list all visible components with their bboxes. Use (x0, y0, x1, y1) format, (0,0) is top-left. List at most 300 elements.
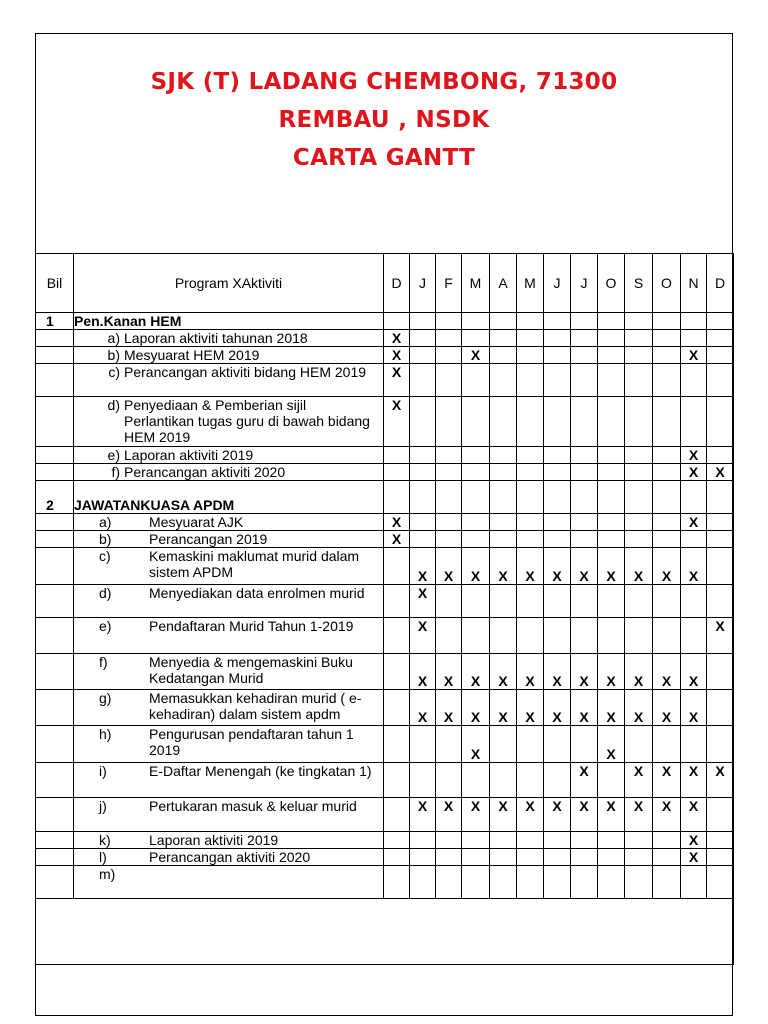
row-bil-cell (36, 849, 74, 866)
schedule-mark: X (544, 654, 571, 690)
month-cell (707, 585, 734, 618)
month-cell (384, 447, 410, 464)
month-cell (490, 849, 517, 866)
month-cell (571, 364, 598, 397)
month-cell (384, 654, 410, 690)
month-cell (462, 464, 490, 481)
month-cell (462, 447, 490, 464)
header-month: S (625, 254, 653, 313)
month-cell (707, 531, 734, 548)
schedule-mark: X (681, 447, 707, 464)
month-cell (517, 866, 544, 899)
month-cell (517, 585, 544, 618)
month-cell (410, 866, 436, 899)
month-cell (571, 531, 598, 548)
month-cell (517, 618, 544, 654)
month-cell (436, 866, 462, 899)
month-cell (681, 618, 707, 654)
month-cell (462, 866, 490, 899)
month-cell (462, 531, 490, 548)
month-cell (490, 618, 517, 654)
month-cell (598, 330, 625, 347)
schedule-mark: X (598, 654, 625, 690)
month-cell (490, 347, 517, 364)
activity-label: e) (99, 618, 112, 634)
month-cell (707, 654, 734, 690)
activity-label: i) (99, 763, 107, 779)
row-bil-cell (36, 763, 74, 798)
month-cell (544, 330, 571, 347)
row-bil-cell (36, 330, 74, 347)
month-cell (625, 832, 653, 849)
activity-row (36, 654, 734, 690)
activity-text: Perancangan aktiviti 2020 (124, 464, 286, 480)
month-cell (681, 866, 707, 899)
month-cell (490, 447, 517, 464)
activity-cell (74, 364, 384, 397)
month-cell (544, 763, 571, 798)
schedule-mark: X (707, 464, 734, 481)
schedule-mark: X (462, 798, 490, 832)
month-cell (625, 313, 653, 330)
month-cell (410, 849, 436, 866)
month-cell (598, 585, 625, 618)
activity-row (36, 447, 734, 464)
month-cell (410, 531, 436, 548)
month-cell (517, 726, 544, 763)
document-title: CARTA GANTT (292, 145, 476, 171)
schedule-mark: X (384, 514, 410, 531)
row-bil-cell (36, 548, 74, 585)
month-cell (544, 313, 571, 330)
activity-text: Laporan aktiviti 2019 (149, 832, 279, 848)
month-cell (490, 464, 517, 481)
month-cell (598, 849, 625, 866)
activity-row (36, 798, 734, 832)
schedule-mark: X (544, 798, 571, 832)
activity-cell (74, 548, 384, 585)
month-cell (707, 447, 734, 464)
activity-text: Menyedia & mengemaskini Buku Kedatangan Murid (149, 654, 353, 686)
month-cell (707, 514, 734, 531)
activity-label: g) (99, 690, 112, 706)
month-cell (681, 397, 707, 447)
month-cell (436, 763, 462, 798)
month-cell (653, 832, 681, 849)
empty-footer-cell (36, 899, 734, 965)
month-cell (571, 514, 598, 531)
activity-cell (74, 654, 384, 690)
schedule-mark: X (571, 548, 598, 585)
schedule-mark: X (544, 548, 571, 585)
month-cell (436, 832, 462, 849)
activity-cell (74, 330, 384, 347)
month-cell (681, 585, 707, 618)
schedule-mark: X (410, 618, 436, 654)
month-cell (707, 347, 734, 364)
activity-row (36, 330, 734, 347)
month-cell (410, 347, 436, 364)
month-cell (384, 481, 410, 514)
row-bil-cell (36, 798, 74, 832)
section-title: JAWATANKUASA APDM (74, 481, 384, 514)
row-bil-cell (36, 447, 74, 464)
month-cell (681, 726, 707, 763)
month-cell (517, 330, 544, 347)
schedule-mark: X (681, 798, 707, 832)
month-cell (653, 531, 681, 548)
month-cell (625, 618, 653, 654)
activity-cell (74, 866, 384, 899)
month-cell (625, 347, 653, 364)
month-cell (571, 397, 598, 447)
month-cell (384, 548, 410, 585)
activity-cell (74, 763, 384, 798)
section-row (36, 481, 734, 514)
month-cell (517, 763, 544, 798)
month-cell (436, 481, 462, 514)
month-cell (653, 464, 681, 481)
schedule-mark: X (384, 531, 410, 548)
month-cell (462, 763, 490, 798)
month-cell (517, 514, 544, 531)
schedule-mark: X (571, 690, 598, 726)
month-cell (653, 514, 681, 531)
activity-label: c) (108, 364, 120, 380)
activity-cell (74, 585, 384, 618)
schedule-mark: X (625, 763, 653, 798)
schedule-mark: X (625, 798, 653, 832)
month-cell (544, 447, 571, 464)
month-cell (384, 726, 410, 763)
activity-row (36, 347, 734, 364)
header-month: M (462, 254, 490, 313)
month-cell (462, 364, 490, 397)
month-cell (598, 397, 625, 447)
gantt-table (35, 253, 734, 965)
month-cell (571, 330, 598, 347)
activity-label: e) (107, 447, 120, 463)
month-cell (436, 514, 462, 531)
school-location: REMBAU , NSDK (278, 107, 490, 133)
month-cell (462, 330, 490, 347)
month-cell (598, 514, 625, 531)
month-cell (410, 481, 436, 514)
month-cell (410, 832, 436, 849)
month-cell (625, 514, 653, 531)
month-cell (462, 618, 490, 654)
month-cell (490, 481, 517, 514)
month-cell (625, 330, 653, 347)
month-cell (462, 585, 490, 618)
schedule-mark: X (517, 690, 544, 726)
month-cell (571, 585, 598, 618)
month-cell (707, 726, 734, 763)
activity-text: Perancangan 2019 (149, 531, 268, 547)
schedule-mark: X (436, 690, 462, 726)
header-month: F (436, 254, 462, 313)
month-cell (653, 726, 681, 763)
activity-text: Pertukaran masuk & keluar murid (149, 798, 357, 814)
activity-text: Menyediakan data enrolmen murid (149, 585, 365, 601)
month-cell (436, 618, 462, 654)
month-cell (653, 397, 681, 447)
activity-label: m) (99, 866, 116, 882)
month-cell (681, 364, 707, 397)
month-cell (384, 849, 410, 866)
activity-cell (74, 849, 384, 866)
header-month: J (571, 254, 598, 313)
month-cell (517, 364, 544, 397)
month-cell (707, 548, 734, 585)
activity-row (36, 464, 734, 481)
month-cell (490, 330, 517, 347)
month-cell (571, 618, 598, 654)
header-month: A (490, 254, 517, 313)
activity-text: Kemaskini maklumat murid dalam sistem APDM (149, 548, 360, 580)
month-cell (384, 798, 410, 832)
activity-text: Pengurusan pendaftaran tahun 1 2019 (149, 726, 354, 758)
schedule-mark: X (598, 690, 625, 726)
month-cell (410, 763, 436, 798)
schedule-mark: X (462, 726, 490, 763)
row-bil-cell (36, 618, 74, 654)
schedule-mark: X (517, 654, 544, 690)
month-cell (462, 832, 490, 849)
month-cell (410, 447, 436, 464)
schedule-mark: X (490, 798, 517, 832)
month-cell (625, 531, 653, 548)
month-cell (436, 330, 462, 347)
month-cell (598, 347, 625, 364)
schedule-mark: X (436, 798, 462, 832)
activity-label: a) (99, 514, 112, 530)
header-month: M (517, 254, 544, 313)
schedule-mark: X (571, 798, 598, 832)
month-cell (436, 347, 462, 364)
schedule-mark: X (681, 514, 707, 531)
month-cell (544, 347, 571, 364)
schedule-mark: X (681, 832, 707, 849)
month-cell (681, 531, 707, 548)
month-cell (436, 464, 462, 481)
schedule-mark: X (490, 654, 517, 690)
activity-label: b) (99, 531, 112, 547)
month-cell (544, 849, 571, 866)
month-cell (436, 531, 462, 548)
month-cell (462, 313, 490, 330)
month-cell (571, 849, 598, 866)
month-cell (436, 585, 462, 618)
month-cell (571, 832, 598, 849)
row-bil-cell (36, 514, 74, 531)
activity-cell (74, 726, 384, 763)
header-program: Program XAktiviti (74, 254, 384, 313)
schedule-mark: X (436, 548, 462, 585)
row-bil-cell (36, 464, 74, 481)
schedule-mark: X (544, 690, 571, 726)
activity-cell (74, 798, 384, 832)
month-cell (384, 618, 410, 654)
month-cell (544, 618, 571, 654)
schedule-mark: X (681, 849, 707, 866)
schedule-mark: X (410, 798, 436, 832)
schedule-mark: X (653, 798, 681, 832)
activity-text: Memasukkan kehadiran murid ( e-kehadiran) dalam sistem apdm (149, 690, 362, 722)
section-number: 1 (36, 313, 74, 330)
activity-text: Penyediaan & Pemberian sijil Perlantikan tugas guru di bawah bidang HEM 2019 (124, 397, 370, 445)
month-cell (410, 514, 436, 531)
month-cell (436, 726, 462, 763)
month-cell (707, 397, 734, 447)
month-cell (544, 726, 571, 763)
month-cell (707, 481, 734, 514)
month-cell (653, 313, 681, 330)
activity-text: Perancangan aktiviti 2020 (149, 849, 311, 865)
month-cell (653, 330, 681, 347)
activity-row (36, 690, 734, 726)
activity-label: d) (99, 585, 112, 601)
month-cell (517, 832, 544, 849)
row-bil-cell (36, 690, 74, 726)
schedule-mark: X (598, 548, 625, 585)
activity-label: f) (111, 464, 120, 480)
month-cell (653, 618, 681, 654)
month-cell (707, 798, 734, 832)
activity-cell (74, 690, 384, 726)
schedule-mark: X (436, 654, 462, 690)
gantt-body (36, 254, 734, 965)
month-cell (653, 849, 681, 866)
month-cell (517, 397, 544, 447)
schedule-mark: X (681, 347, 707, 364)
section-row (36, 313, 734, 330)
schedule-mark: X (681, 763, 707, 798)
schedule-mark: X (653, 763, 681, 798)
month-cell (436, 397, 462, 447)
schedule-mark: X (681, 464, 707, 481)
month-cell (517, 464, 544, 481)
month-cell (625, 726, 653, 763)
month-cell (490, 397, 517, 447)
school-name: SJK (T) LADANG CHEMBONG, 71300 (150, 69, 618, 95)
header-month: N (681, 254, 707, 313)
activity-row (36, 364, 734, 397)
month-cell (598, 364, 625, 397)
row-bil-cell (36, 531, 74, 548)
activity-row (36, 585, 734, 618)
month-cell (544, 832, 571, 849)
activity-text: Perancangan aktiviti bidang HEM 2019 (124, 364, 367, 380)
schedule-mark: X (410, 548, 436, 585)
month-cell (625, 866, 653, 899)
month-cell (436, 447, 462, 464)
month-cell (571, 866, 598, 899)
section-number: 2 (36, 481, 74, 514)
schedule-mark: X (625, 690, 653, 726)
header-month: D (384, 254, 410, 313)
schedule-mark: X (384, 364, 410, 397)
month-cell (598, 481, 625, 514)
schedule-mark: X (598, 798, 625, 832)
month-cell (598, 447, 625, 464)
activity-cell (74, 832, 384, 849)
activity-cell (74, 464, 384, 481)
month-cell (410, 313, 436, 330)
activity-text: Mesyuarat HEM 2019 (124, 347, 260, 363)
activity-row (36, 866, 734, 899)
schedule-mark: X (490, 690, 517, 726)
month-cell (544, 464, 571, 481)
row-bil-cell (36, 585, 74, 618)
month-cell (517, 313, 544, 330)
activity-cell (74, 531, 384, 548)
activity-row (36, 726, 734, 763)
month-cell (571, 726, 598, 763)
activity-text: Laporan aktiviti 2019 (124, 447, 254, 463)
month-cell (544, 514, 571, 531)
month-cell (598, 866, 625, 899)
header-bil: Bil (36, 254, 74, 313)
schedule-mark: X (571, 654, 598, 690)
activity-row (36, 849, 734, 866)
month-cell (598, 763, 625, 798)
month-cell (625, 481, 653, 514)
month-cell (571, 347, 598, 364)
month-cell (625, 849, 653, 866)
month-cell (571, 447, 598, 464)
row-bil-cell (36, 347, 74, 364)
header-month: J (410, 254, 436, 313)
schedule-mark: X (681, 548, 707, 585)
activity-label: b) (107, 347, 120, 363)
schedule-mark: X (410, 585, 436, 618)
activity-label: j) (99, 798, 107, 814)
month-cell (653, 447, 681, 464)
month-cell (544, 364, 571, 397)
month-cell (544, 866, 571, 899)
schedule-mark: X (462, 690, 490, 726)
activity-cell (74, 397, 384, 447)
month-cell (490, 585, 517, 618)
activity-label: f) (99, 654, 108, 670)
schedule-mark: X (517, 798, 544, 832)
month-cell (462, 849, 490, 866)
month-cell (384, 763, 410, 798)
month-cell (653, 347, 681, 364)
month-cell (598, 464, 625, 481)
month-cell (384, 690, 410, 726)
month-cell (653, 364, 681, 397)
month-cell (681, 313, 707, 330)
activity-row (36, 832, 734, 849)
activity-row (36, 514, 734, 531)
month-cell (707, 690, 734, 726)
month-cell (544, 585, 571, 618)
activity-text: Mesyuarat AJK (149, 514, 244, 530)
schedule-mark: X (410, 654, 436, 690)
month-cell (384, 313, 410, 330)
schedule-mark: X (653, 690, 681, 726)
month-cell (707, 832, 734, 849)
schedule-mark: X (384, 347, 410, 364)
schedule-mark: X (517, 548, 544, 585)
month-cell (544, 397, 571, 447)
row-bil-cell (36, 726, 74, 763)
schedule-mark: X (598, 726, 625, 763)
month-cell (707, 330, 734, 347)
month-cell (598, 531, 625, 548)
